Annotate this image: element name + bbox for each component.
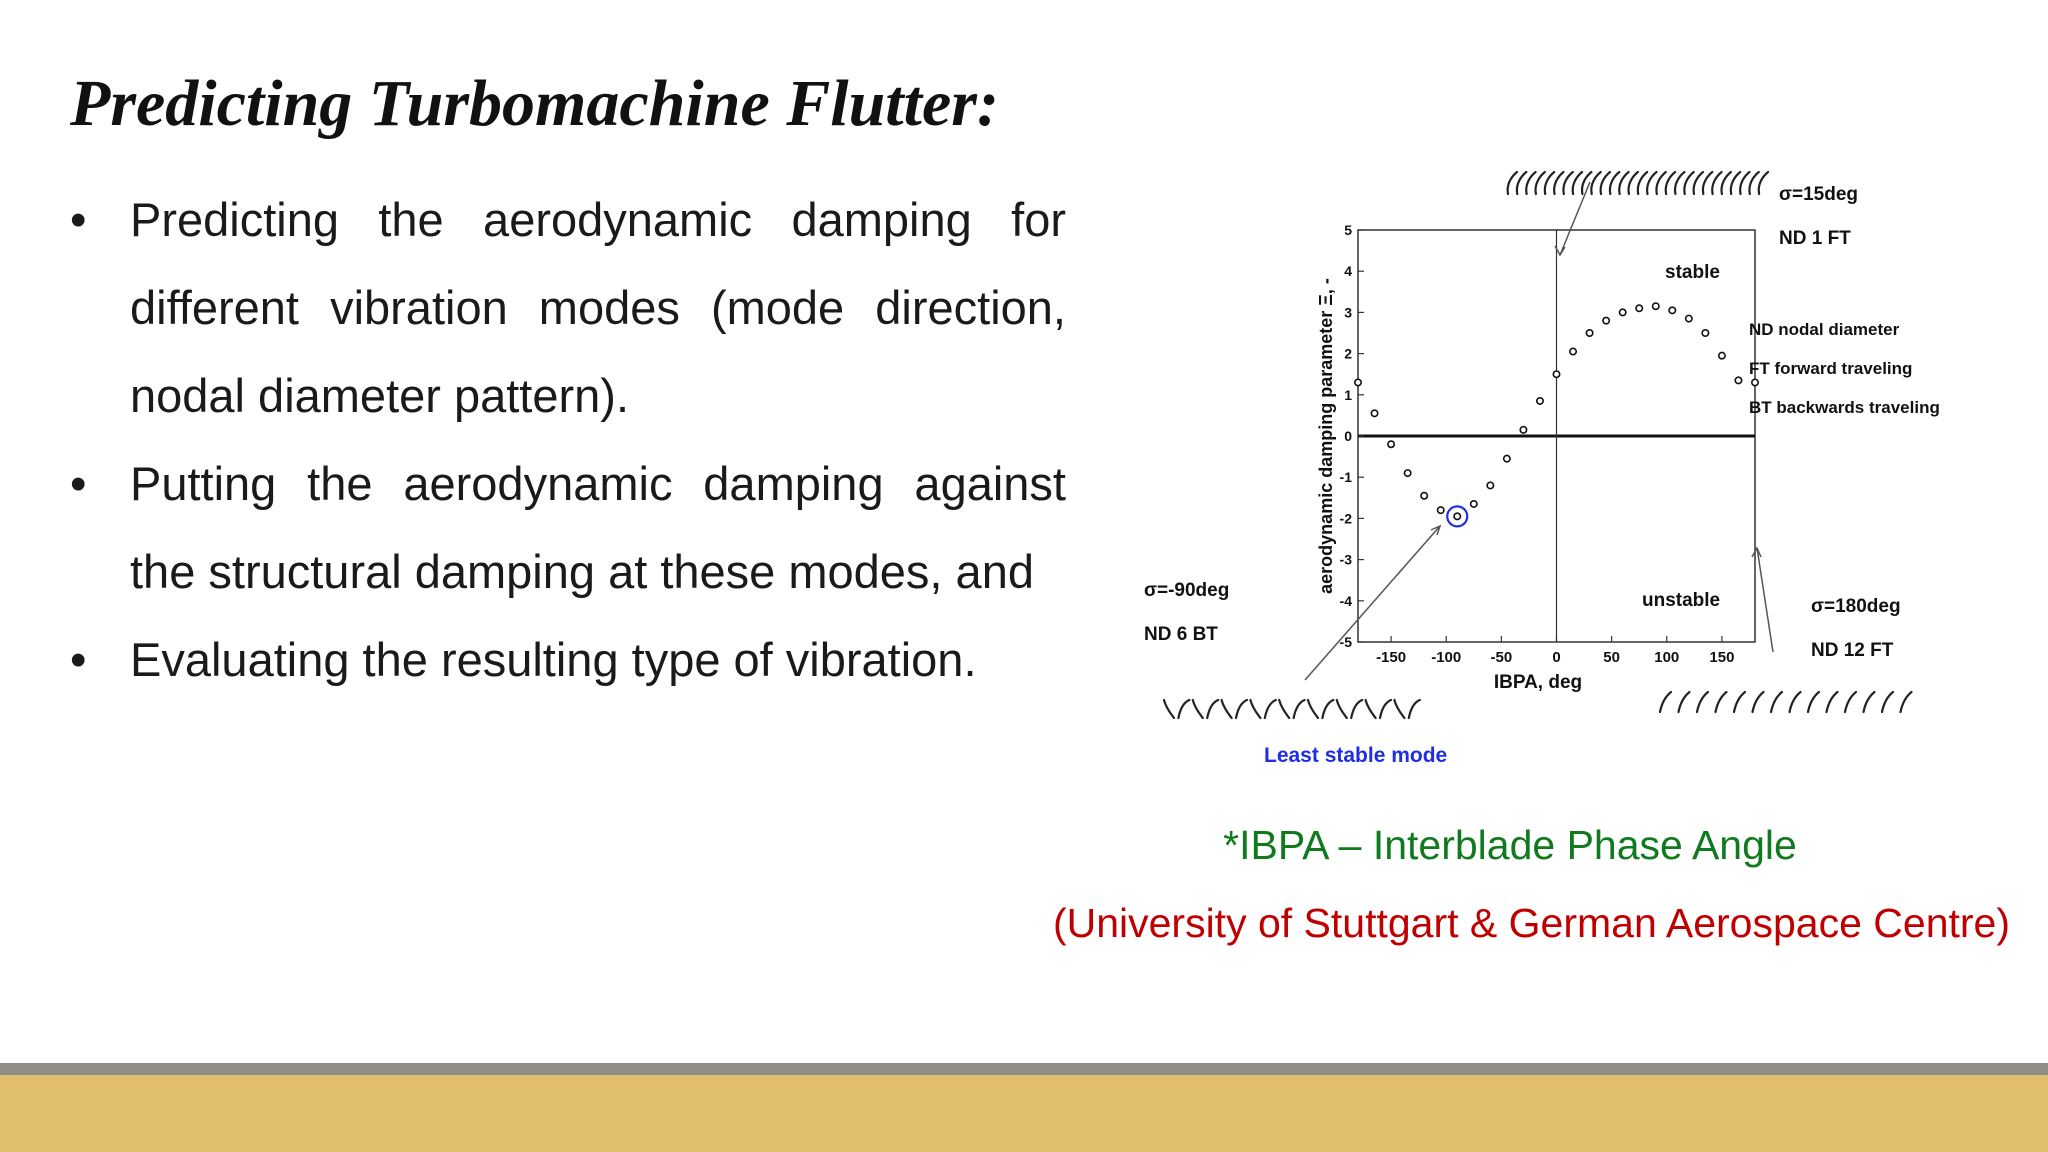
x-axis-label: IBPA, deg <box>1493 672 1583 693</box>
source-credit: (University of Stuttgart & German Aerospace Centre) <box>1052 900 2010 946</box>
data-point <box>1438 507 1444 513</box>
data-point <box>1603 317 1609 323</box>
legend-ft: FT forward traveling <box>1749 359 1913 378</box>
damping-chart <box>1130 160 1950 800</box>
data-point <box>1371 410 1377 416</box>
x-tick-label: 50 <box>1603 649 1620 666</box>
data-point <box>1404 470 1410 476</box>
y-tick-label: -3 <box>1339 551 1352 568</box>
data-point <box>1520 427 1526 433</box>
footer-divider <box>0 1063 2048 1075</box>
legend-nd: ND nodal diameter <box>1749 320 1900 339</box>
data-point <box>1719 352 1725 358</box>
ibpa-note: *IBPA – Interblade Phase Angle <box>1223 822 1797 868</box>
data-point <box>1570 348 1576 354</box>
x-tick-label: 100 <box>1654 649 1680 666</box>
y-tick-label: -5 <box>1339 634 1352 650</box>
data-point <box>1471 501 1477 507</box>
y-tick-label: -2 <box>1339 510 1352 527</box>
sigma-right-label: σ=180deg <box>1811 596 1901 617</box>
data-point <box>1686 315 1692 321</box>
x-tick-label: -100 <box>1431 649 1462 666</box>
data-point <box>1619 309 1625 315</box>
data-point <box>1636 305 1642 311</box>
slide-title: Predicting Turbomachine Flutter: <box>70 67 999 140</box>
data-point <box>1752 379 1758 385</box>
least-stable-label: Least stable mode <box>1264 744 1448 767</box>
x-tick-label: 150 <box>1709 649 1735 666</box>
legend-bt: BT backwards traveling <box>1749 398 1940 417</box>
x-tick-label: -150 <box>1376 649 1407 666</box>
y-tick-label: 3 <box>1344 304 1352 321</box>
data-point <box>1421 493 1427 499</box>
sigma-top-label: σ=15deg <box>1779 184 1859 205</box>
y-tick-label: -4 <box>1339 592 1352 609</box>
y-tick-label: 2 <box>1344 345 1352 362</box>
data-point <box>1553 371 1559 377</box>
data-point <box>1586 330 1592 336</box>
bullet-item: • Predicting the aerodynamic damping for different vibration modes (mode direction, nodal diameter pattern). <box>70 176 1066 440</box>
bullet-item: • Putting the aerodynamic damping against the structural damping at these modes, and <box>70 440 1066 616</box>
mode-top-label: ND 1 FT <box>1779 228 1851 249</box>
y-tick-label: 0 <box>1344 428 1352 444</box>
stable-label: stable <box>1665 262 1720 283</box>
y-tick-label: -1 <box>1339 469 1352 486</box>
y-tick-label: 5 <box>1344 222 1352 238</box>
data-point <box>1504 455 1510 461</box>
x-tick-label: 0 <box>1552 649 1561 666</box>
mode-right-label: ND 12 FT <box>1811 640 1894 661</box>
footer-band <box>0 1075 2048 1152</box>
data-point <box>1702 330 1708 336</box>
data-point <box>1735 377 1741 383</box>
data-point <box>1537 398 1543 404</box>
data-point <box>1454 513 1460 519</box>
data-point <box>1653 303 1659 309</box>
flutter-figure <box>1130 160 1950 805</box>
x-tick-label: -50 <box>1490 649 1513 666</box>
y-tick-label: 4 <box>1344 263 1352 280</box>
y-tick-label: 1 <box>1344 386 1352 403</box>
mode-left-label: ND 6 BT <box>1144 624 1218 645</box>
data-point <box>1669 307 1675 313</box>
bullet-list <box>70 176 1066 704</box>
data-point <box>1487 482 1493 488</box>
data-point <box>1388 441 1394 447</box>
bullet-item: • Evaluating the resulting type of vibration. <box>70 616 1066 704</box>
sigma-left-label: σ=-90deg <box>1144 580 1230 601</box>
unstable-label: unstable <box>1642 590 1721 611</box>
data-point <box>1355 379 1361 385</box>
y-axis-label: aerodynamic damping parameter Ξ, - <box>1316 278 1336 594</box>
